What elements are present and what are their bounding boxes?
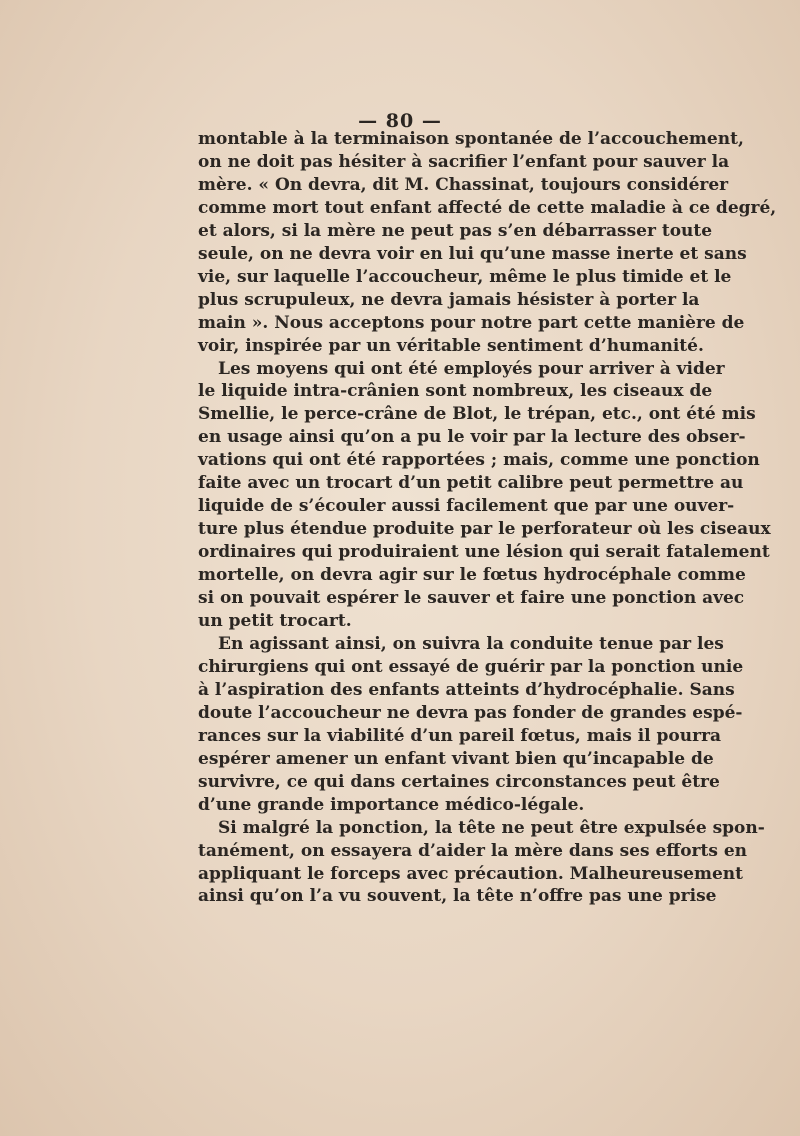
text-line: liquide de s’écouler aussi facilement que par une ouver- [198,496,735,517]
text-line: vations qui ont été rapportées ; mais, comme une ponction [198,450,760,471]
text-line: ture plus étendue produite par le perforateur où les ciseaux [198,519,771,540]
text-line: doute l’accoucheur ne devra pas fonder de grandes espé- [198,702,743,723]
text-line: En agissant ainsi, on suivra la conduite tenue par les [218,633,724,654]
paragraph [198,128,777,358]
paragraph [198,817,765,909]
text-line: voir, inspirée par un véritable sentiment d’humanité. [198,335,704,356]
text-line: faite avec un trocart d’un petit calibre peut permettre au [198,473,744,494]
text-line: et alors, si la mère ne peut pas s’en débarrasser toute [198,220,713,241]
text-line: plus scrupuleux, ne devra jamais hésister à porter la [198,289,700,310]
paragraph [198,633,744,817]
text-line: un petit trocart. [198,611,352,632]
text-line: mère. « On devra, dit M. Chassinat, toujours considérer [198,174,729,195]
paragraph [198,358,771,633]
text-line: en usage ainsi qu’on a pu le voir par la lecture des obser- [198,427,746,448]
text-line: montable à la terminaison spontanée de l’accouchement, [198,129,744,149]
text-line: comme mort tout enfant affecté de cette maladie à ce degré, [198,197,777,218]
text-line: ainsi qu’on l’a vu souvent, la tête n’offre pas une prise [198,886,717,907]
text-line: main ». Nous acceptons pour notre part cette manière de [198,312,745,333]
text-line: vie, sur laquelle l’accoucheur, même le plus timide et le [198,266,732,287]
text-line: Les moyens qui ont été employés pour arriver à vider [218,358,725,379]
page-number: — 80 — [358,110,442,132]
text-line: seule, on ne devra voir en lui qu’une masse inerte et sans [198,243,747,264]
text-line: Si malgré la ponction, la tête ne peut être expulsée spon- [218,817,765,838]
text-line: le liquide intra-crânien sont nombreux, les ciseaux de [198,381,713,402]
text-line: mortelle, on devra agir sur le fœtus hydrocéphale comme [198,565,746,586]
text-line: appliquant le forceps avec précaution. Malheureusement [198,863,744,884]
text-line: ordinaires qui produiraient une lésion qui serait fatalement [198,542,770,563]
text-line: espérer amener un enfant vivant bien qu’incapable de [198,748,714,769]
text-line: Smellie, le perce-crâne de Blot, le trépan, etc., ont été mis [198,404,756,425]
text-line: survivre, ce qui dans certaines circonstances peut être [198,771,720,792]
text-line: on ne doit pas hésiter à sacrifier l’enfant pour sauver la [198,151,730,172]
body-text [198,128,777,908]
text-line: d’une grande importance médico-légale. [198,794,585,815]
text-line: rances sur la viabilité d’un pareil fœtus, mais il pourra [198,725,722,746]
text-line: à l’aspiration des enfants atteints d’hydrocéphalie. Sans [198,679,735,700]
text-line: chirurgiens qui ont essayé de guérir par la ponction unie [198,656,744,677]
text-line: tanément, on essayera d’aider la mère dans ses efforts en [198,840,748,861]
text-line: si on pouvait espérer le sauver et faire une ponction avec [198,588,745,609]
